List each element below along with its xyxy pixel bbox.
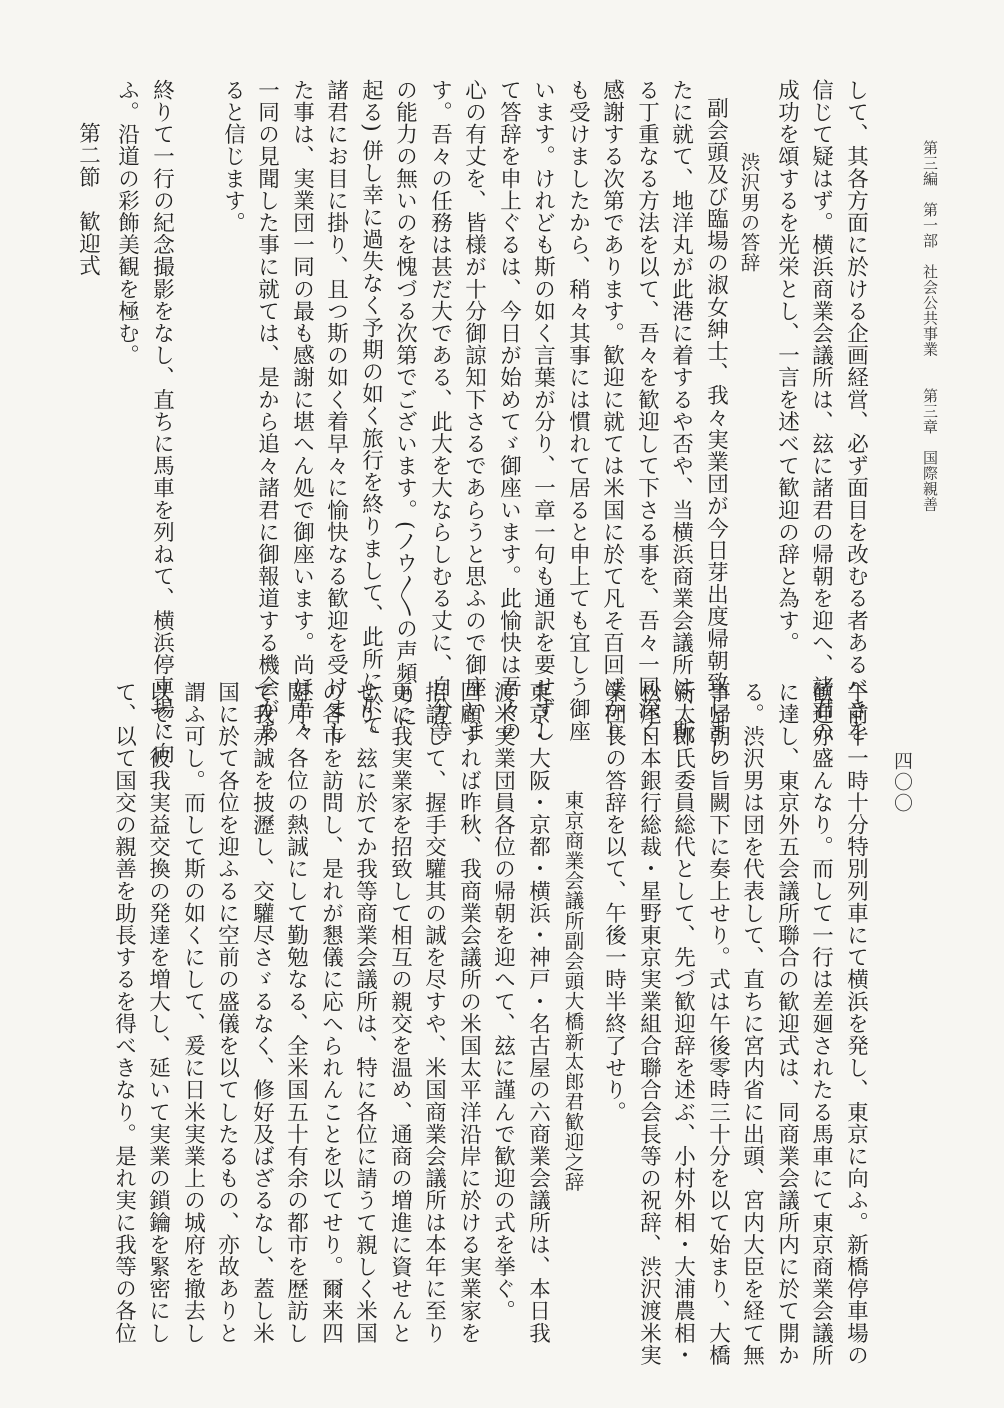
text-column: 午前十一時十分特別列車にて横浜を発し、東京に向ふ。新橋停車場の [843, 681, 869, 1367]
text-column: 以て、彼我実益交換の発達を増大し、延いて実業の鎖鑰を緊密にし [145, 681, 171, 1344]
text-column: る。渋沢男は団を代表して、直ちに宮内省に出頭、宮内大臣を経て無 [739, 681, 765, 1367]
text-column: せり。玆に於てか我等商業会議所は、特に各位に請うて親しく米国 [352, 681, 378, 1344]
text-column: ると信じます。 [220, 79, 246, 234]
text-column: 諸君にお目に掛り、且つ斯の如く着早々に愉快なる歓迎を受けまし [323, 79, 349, 742]
text-column: 歓迎亦盛んなり。而して一行は差廻されたる馬車にて東京商業会議所 [808, 681, 834, 1367]
text-column: 感謝する次第であります。歓迎に就ては米国に於て凡そ百回ばかり [599, 79, 625, 742]
text-column: 東京・大阪・京都・横浜・神戸・名古屋の六商業会議所は、本日我 [525, 681, 551, 1344]
text-column: 渡米実業団員各位の帰朝を迎へて、玆に謹んで歓迎の式を挙ぐ。 [490, 681, 516, 1322]
text-column: 更に我実業家を招致して相互の親交を温め、通商の増進に資せんと [387, 681, 413, 1344]
text-column: て、以て国交の親善を助長するを得べきなり。是れ実に我等の各位 [111, 681, 137, 1344]
text-column: 終りて一行の紀念撮影をなし、直ちに馬車を列ねて、横浜停車場に向 [149, 79, 175, 765]
text-column: る丁重なる方法を以て、吾々を歓迎して下さる事を、吾々一同深く [634, 79, 660, 742]
text-column: も受けましたから、稍々其事には慣れて居ると申上ても宜しう御座 [565, 79, 591, 742]
text-column: 心の有丈を、皆様が十分御諒知下さるであらうと思ふので御座いま [461, 79, 487, 742]
text-column: 国に於て各位を迎ふるに空前の盛儀を以てしたるもの、亦故ありと [214, 681, 240, 1344]
page-number: 四〇〇 [891, 751, 913, 814]
running-head: 第三編 第一部 社会公共事業 第三章 国際親善 [921, 140, 939, 512]
text-column: 副会頭及び臨場の淑女紳士、我々実業団が今日芽出度帰朝致しまし [703, 97, 729, 760]
text-column: 閲月、各位の熱誠にして勤勉なる、全米国五十有余の都市を歴訪し [283, 681, 309, 1344]
speech-heading: 東京商業会議所副会頭大橋新太郎君歓迎之辞 [561, 790, 585, 1192]
speech-heading: 渋沢男の答辞 [737, 152, 761, 273]
text-column: 信じて疑はず。横浜商業会議所は、玆に諸君の帰朝を迎へ、諸君の [808, 79, 834, 742]
text-column: 成功を頌するを光栄とし、一言を述べて歓迎の辞と為す。 [774, 79, 800, 654]
text-column: て答辞を申上ぐるは、今日が始めてゞ御座います。此愉快は吾々の [496, 79, 522, 742]
text-column: います。けれども斯の如く言葉が分り、一章一句も通訳を要せずし [530, 79, 556, 742]
text-column: 謂ふ可し。而して斯の如くにして、爰に日米実業上の城府を撤去し [180, 681, 206, 1344]
text-column: たに就て、地洋丸が此港に着するや否や、当横浜商業会議所は、斯 [668, 79, 694, 742]
text-column: 新太郎氏委員総代として、先づ歓迎辞を述ぶ、小村外相・大浦農相・ [670, 681, 696, 1367]
text-column: す。吾々の任務は甚だ大である、此大を大ならしむる丈に、自分等 [427, 79, 453, 742]
text-column: た事は、実業団一同の最も感謝に堪へん処で御座います。尚ほ吾々 [289, 79, 315, 742]
text-column: 業団長の答辞を以て、午後一時半終了せり。 [601, 681, 627, 1123]
text-column: て我赤誠を披瀝し、交驩尽さゞるなく、修好及ばざるなし、蓋し米 [249, 681, 275, 1344]
text-column: ふ。沿道の彩飾美観を極む。 [114, 79, 140, 367]
text-column: 回顧すれば昨秋、我商業会議所の米国太平洋沿岸に於ける実業家を [456, 681, 482, 1344]
text-column: の能力の無いのを愧づる次第でございます。(ノウ〳〵の声頻りに [392, 79, 418, 729]
text-column: に達し、東京外五会議所聯合の歓迎式は、同商業会議所内に於て開か [774, 681, 800, 1367]
text-column: 事帰朝の旨闕下に奏上せり。式は午後零時三十分を以て始まり、大橋 [705, 681, 731, 1367]
text-column: して、其各方面に於ける企画経営、必ず面目を改むる者あるべきを [843, 79, 869, 742]
section-heading: 第二節 歓迎式 [75, 122, 101, 277]
text-column: 起る) 併し幸に過失なく予期の如く旅行を終りまして、此所に於て [358, 79, 384, 737]
text-column: 松尾日本銀行総裁・星野東京実業組合聯合会長等の祝辞、渋沢渡米実 [636, 681, 662, 1367]
text-column: の各市を訪問し、是れが懇儀に応へられんことを以てせり。爾来四 [318, 681, 344, 1344]
text-column: 一同の見聞した事に就ては、是から追々諸君に御報道する機会があ [254, 79, 280, 742]
text-column: 招請して、握手交驩其の誠を尽すや、米国商業会議所は本年に至り [421, 681, 447, 1344]
